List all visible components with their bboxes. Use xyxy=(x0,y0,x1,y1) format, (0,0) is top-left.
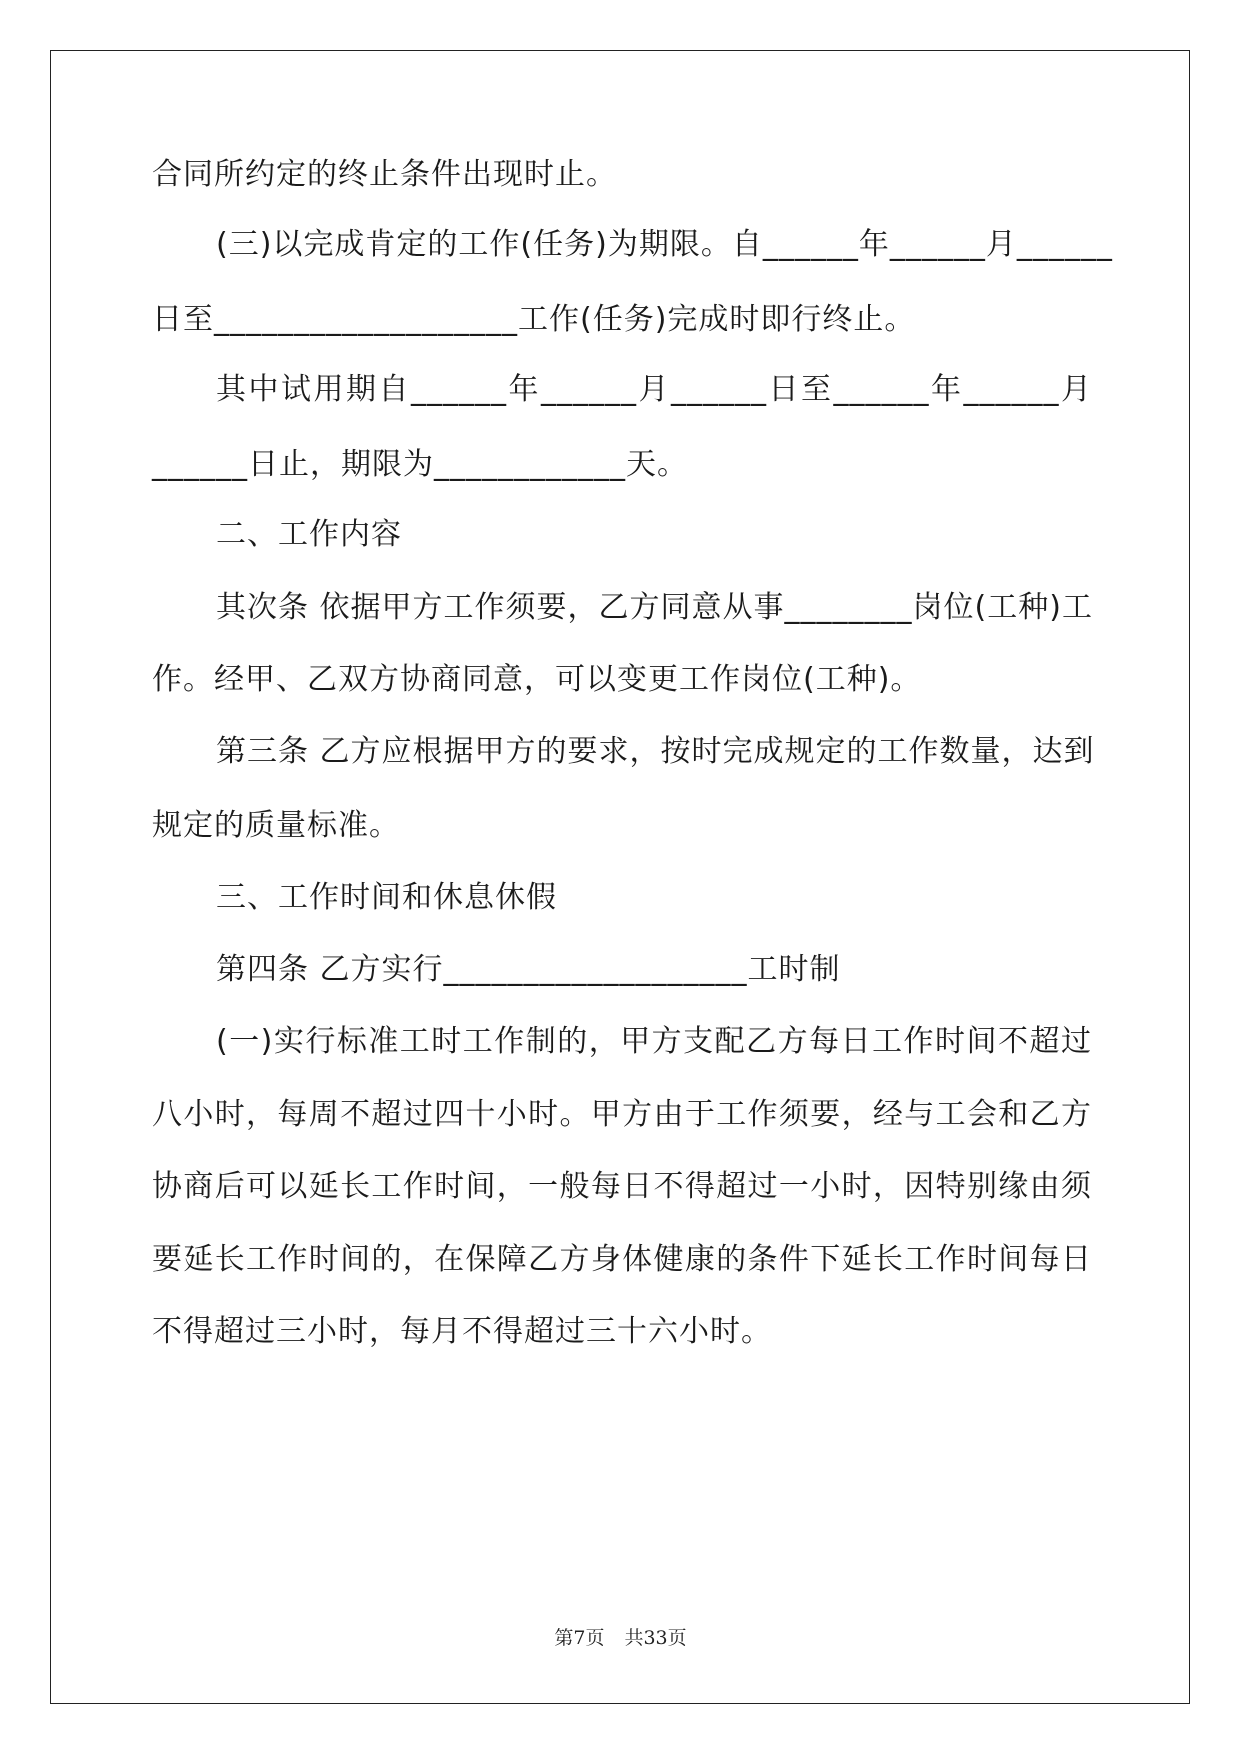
page-number: 第7页 xyxy=(554,1627,605,1649)
text-line: 其次条 依据甲方工作须要，乙方同意从事________岗位(工种)工 xyxy=(216,590,1093,625)
text-line: 日至___________________工作(任务)完成时即行终止。 xyxy=(152,302,916,337)
text-line: 协商后可以延长工作时间，一般每日不得超过一小时，因特别缘由须 xyxy=(152,1169,1092,1204)
page-footer xyxy=(0,1626,1241,1650)
section-heading: 二、工作内容 xyxy=(216,517,402,552)
text-line: 不得超过三小时，每月不得超过三十六小时。 xyxy=(152,1314,772,1349)
text-line: 第三条 乙方应根据甲方的要求，按时完成规定的工作数量，达到 xyxy=(216,734,1095,769)
text-line: (一)实行标准工时工作制的，甲方支配乙方每日工作时间不超过 xyxy=(216,1024,1092,1059)
text-line: 合同所约定的终止条件出现时止。 xyxy=(152,157,617,192)
page-total: 共33页 xyxy=(624,1627,687,1649)
text-line: 规定的质量标准。 xyxy=(152,808,400,843)
text-line: (三)以完成肯定的工作(任务)为期限。自______年______月______ xyxy=(216,227,1113,262)
text-line: 其中试用期自______年______月______日至______年______月 xyxy=(216,372,1092,407)
text-line: 要延长工作时间的，在保障乙方身体健康的条件下延长工作时间每日 xyxy=(152,1242,1092,1277)
text-line: ______日止，期限为____________天。 xyxy=(152,447,688,482)
section-heading: 三、工作时间和休息休假 xyxy=(216,880,557,915)
text-line: 作。经甲、乙双方协商同意，可以变更工作岗位(工种)。 xyxy=(152,662,922,697)
page-border xyxy=(50,50,1190,1704)
text-line: 八小时，每周不超过四十小时。甲方由于工作须要，经与工会和乙方 xyxy=(152,1097,1092,1132)
text-line: 第四条 乙方实行___________________工时制 xyxy=(216,952,841,987)
